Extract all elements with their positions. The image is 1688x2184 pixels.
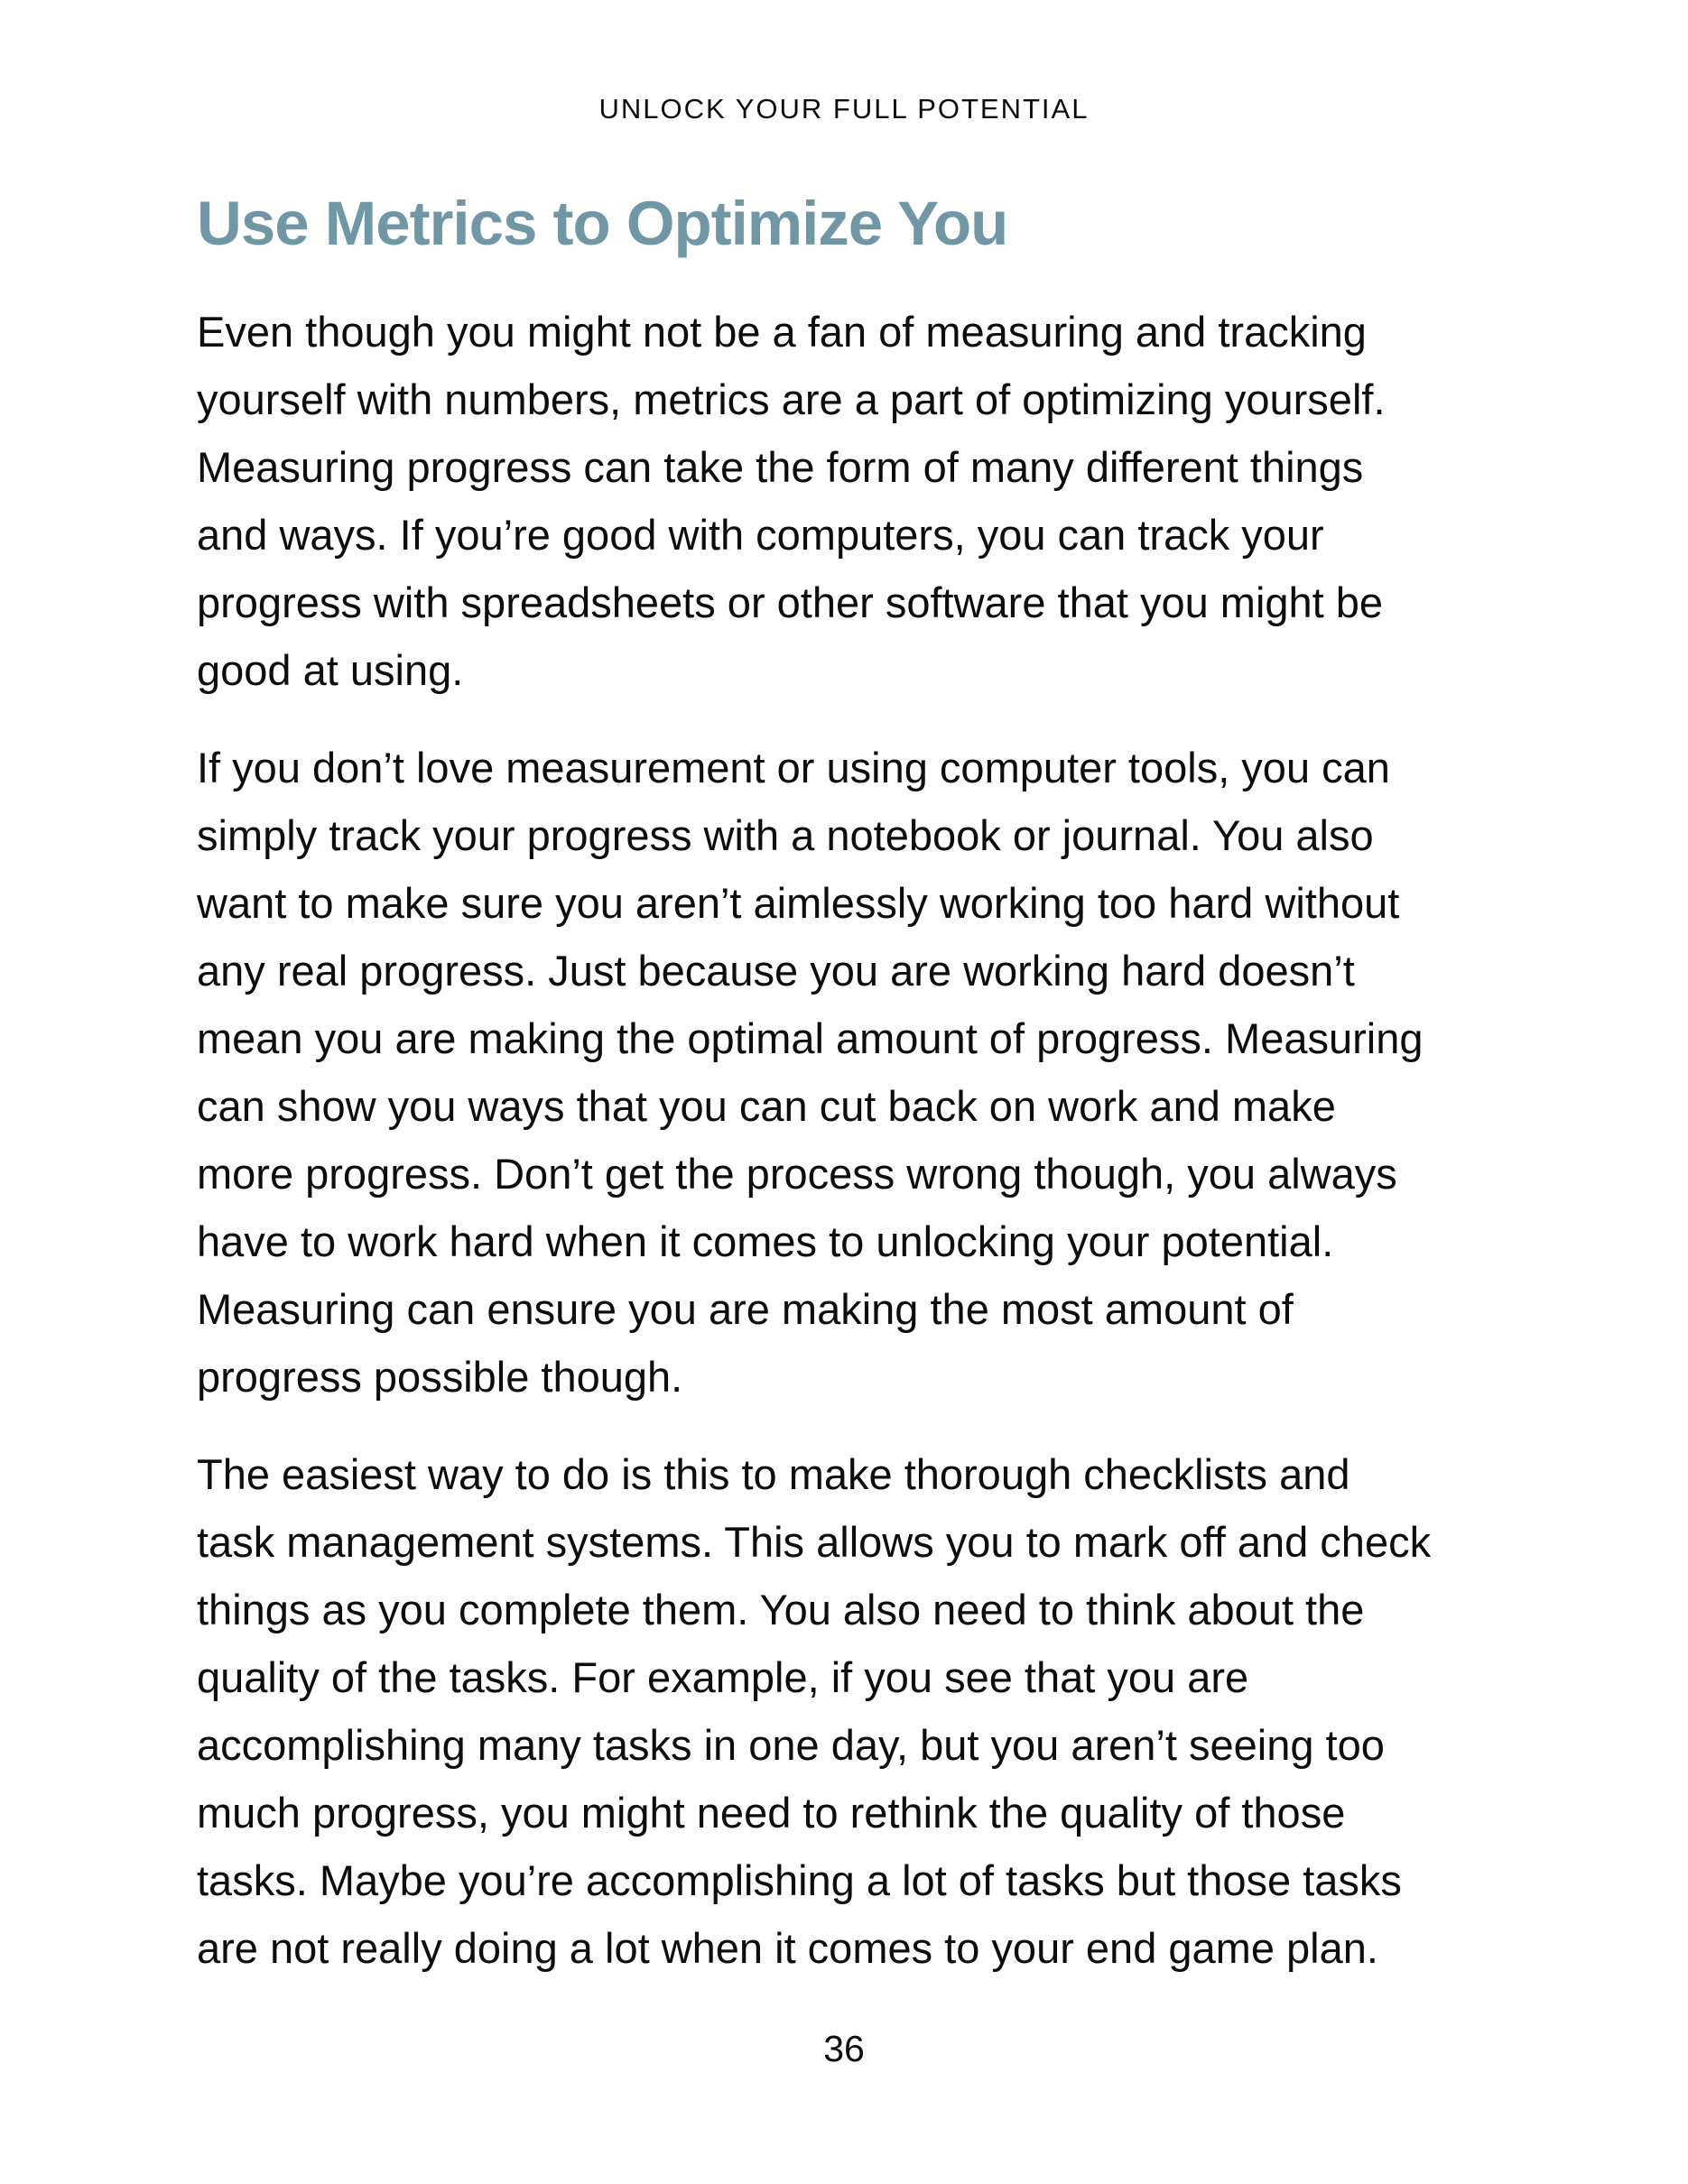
body-line: Even though you might not be a fan of measuring and tracking xyxy=(197,308,1367,356)
body-line: yourself with numbers, metrics are a part of optimizing yourself. xyxy=(197,375,1386,423)
body-line: can show you ways that you can cut back on work and make xyxy=(197,1082,1336,1130)
body-line: things as you complete them. You also need to think about the xyxy=(197,1586,1365,1633)
body-line: progress possible though. xyxy=(197,1353,683,1401)
paragraph xyxy=(197,1440,1515,1982)
paragraph xyxy=(197,734,1515,1411)
body-line: progress with spreadsheets or other software that you might be xyxy=(197,578,1384,626)
body-line: want to make sure you aren’t aimlessly working too hard without xyxy=(197,879,1400,927)
body-line: task management systems. This allows you to mark off and check xyxy=(197,1518,1432,1566)
body-line: and ways. If you’re good with computers, you can track your xyxy=(197,511,1324,559)
body-line: are not really doing a lot when it comes to your end game plan. xyxy=(197,1924,1378,1972)
body-line: accomplishing many tasks in one day, but you aren’t seeing too xyxy=(197,1721,1385,1769)
body-line: The easiest way to do is this to make thorough checklists and xyxy=(197,1450,1350,1498)
body-line: more progress. Don’t get the process wrong though, you always xyxy=(197,1150,1397,1198)
chapter-title: Use Metrics to Optimize You xyxy=(197,189,1008,258)
body-line: good at using. xyxy=(197,646,464,694)
body-line: tasks. Maybe you’re accomplishing a lot of tasks but those tasks xyxy=(197,1856,1402,1904)
body-line: Measuring can ensure you are making the most amount of xyxy=(197,1285,1294,1333)
body-line: quality of the tasks. For example, if you see that you are xyxy=(197,1653,1249,1701)
body-line: have to work hard when it comes to unlocking your potential. xyxy=(197,1217,1334,1265)
body-line: Measuring progress can take the form of many different things xyxy=(197,443,1364,491)
body-line: If you don’t love measurement or using computer tools, you can xyxy=(197,744,1390,791)
body-line: much progress, you might need to rethink the quality of those xyxy=(197,1789,1346,1837)
page-number: 36 xyxy=(823,2028,865,2069)
body-line: mean you are making the optimal amount of progress. Measuring xyxy=(197,1014,1424,1062)
body-text xyxy=(197,298,1515,2012)
body-line: simply track your progress with a notebook or journal. You also xyxy=(197,811,1374,859)
body-line: any real progress. Just because you are working hard doesn’t xyxy=(197,947,1355,995)
running-header: UNLOCK YOUR FULL POTENTIAL xyxy=(598,93,1090,125)
paragraph xyxy=(197,298,1515,704)
